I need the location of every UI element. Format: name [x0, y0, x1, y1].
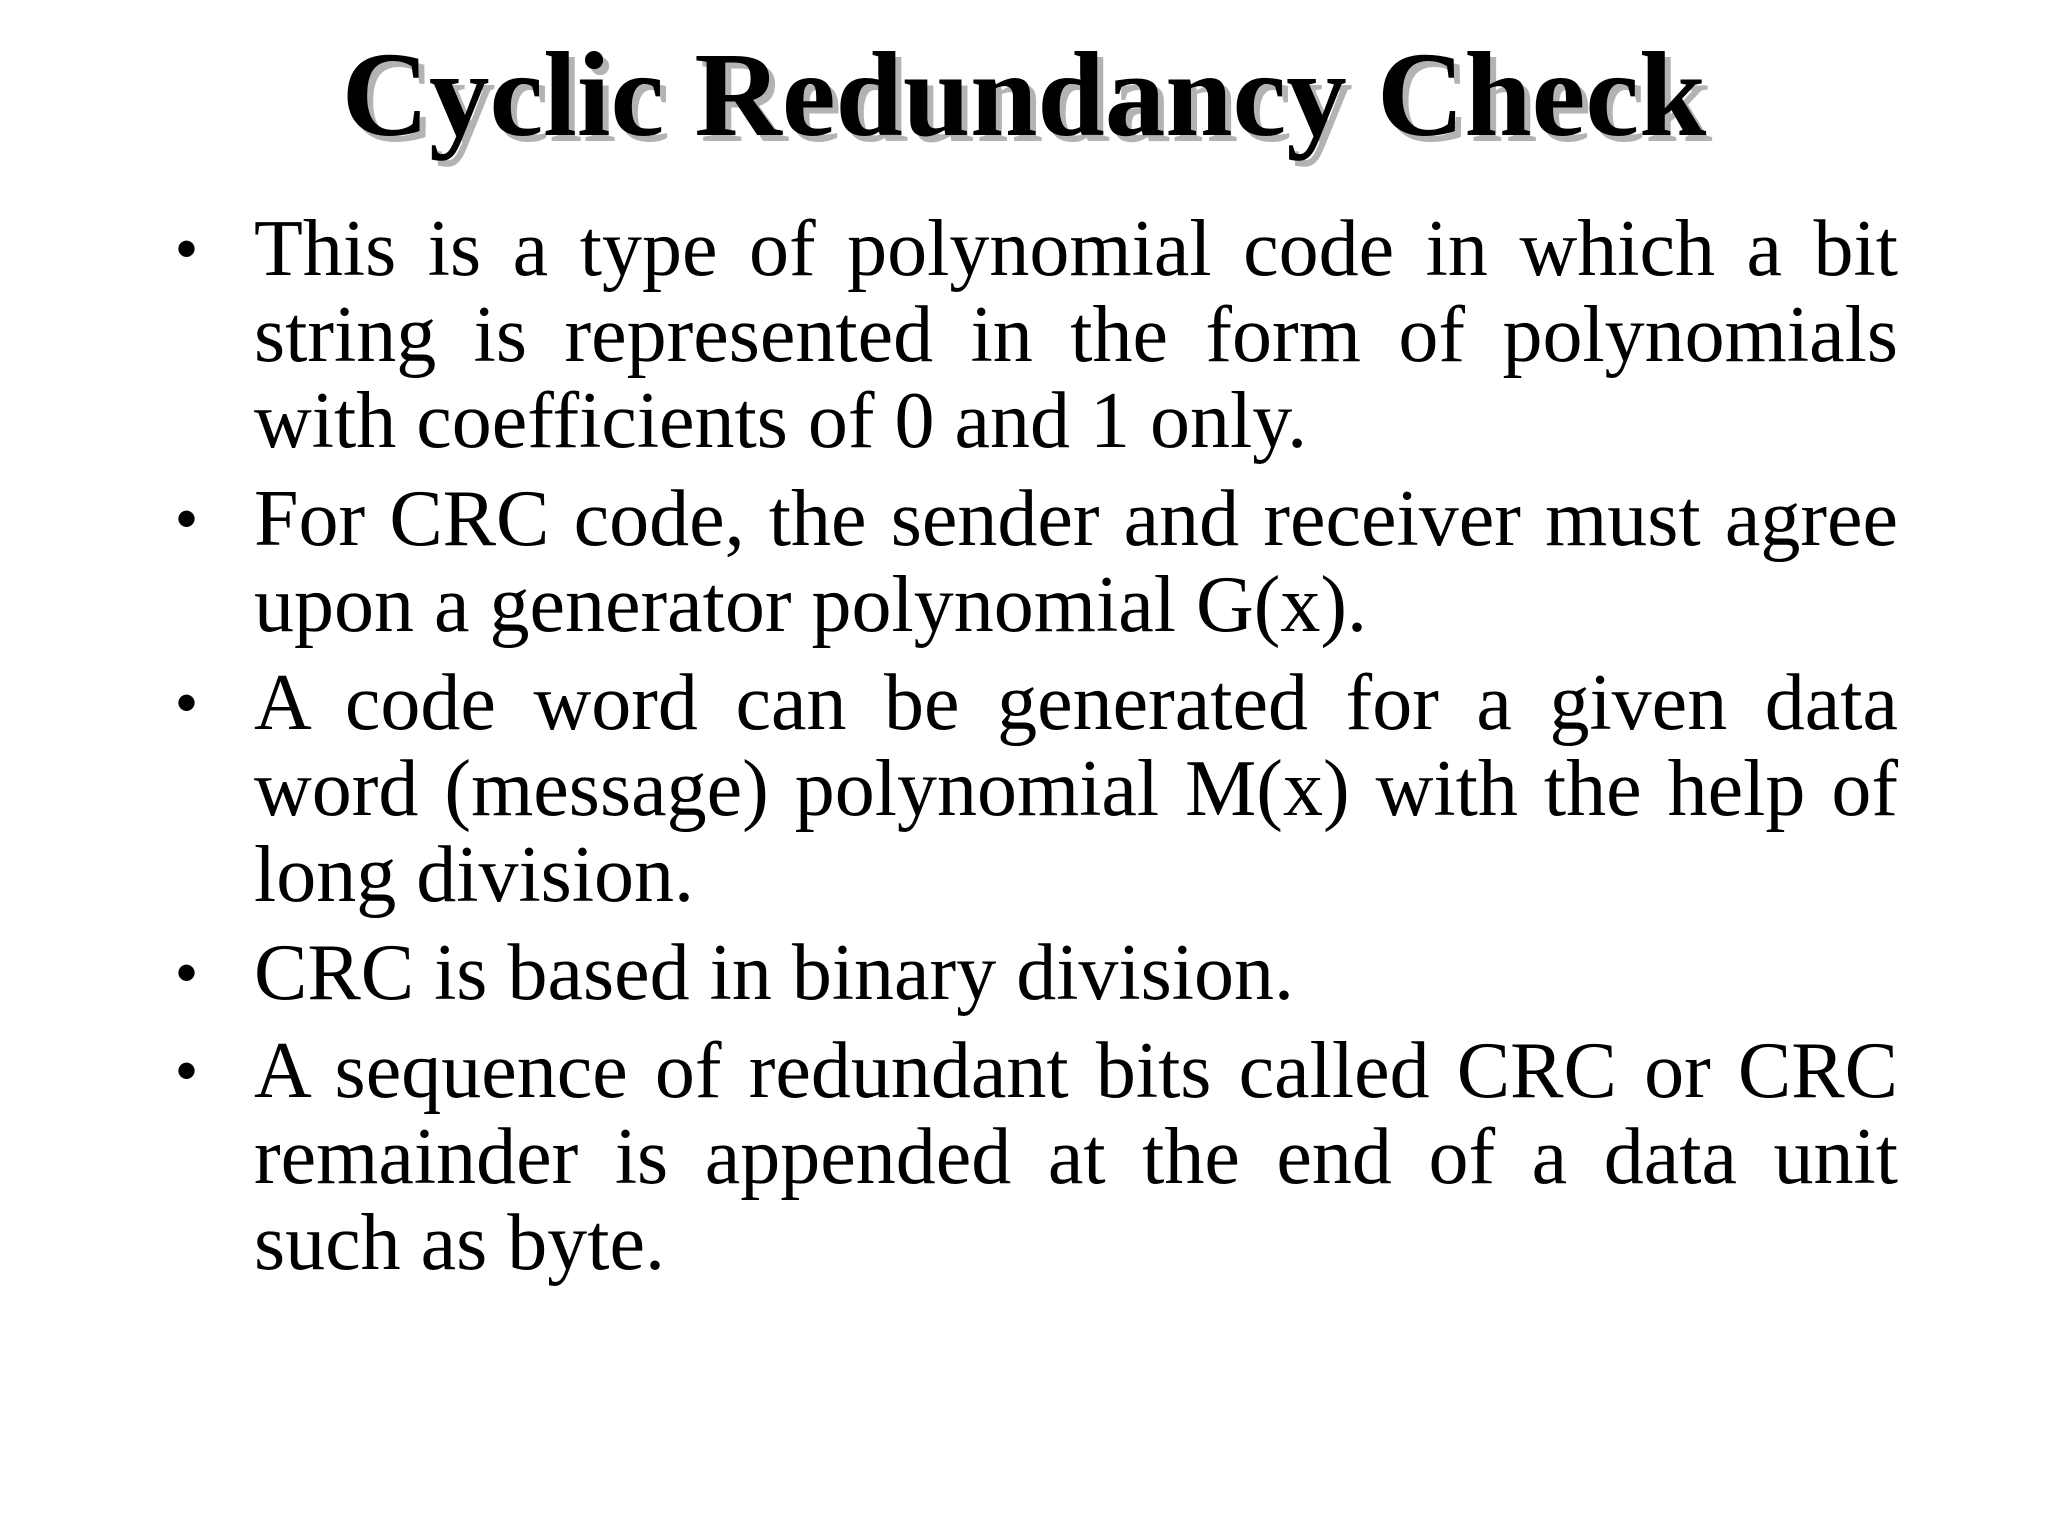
bullet-icon: • [176, 669, 198, 736]
bullet-text: A code word can be generated for a given data word (message) polynomial M(x) with the help of long division. [254, 659, 1898, 919]
bullet-text: For CRC code, the sender and receiver must agree upon a generator polynomial G(x). [254, 475, 1898, 649]
bullet-text: This is a type of polynomial code in which a bit string is represented in the form of polynomials with coefficients of 0 and 1 only. [254, 205, 1898, 465]
bullet-icon: • [176, 215, 198, 282]
bullet-icon: • [176, 939, 198, 1006]
bullet-text: CRC is based in binary division. [254, 929, 1294, 1017]
bullet-item-redundant-bits [170, 1028, 1898, 1286]
bullet-icon: • [176, 485, 198, 552]
bullet-item-code-word [170, 660, 1898, 918]
bullet-list [170, 206, 1898, 1298]
bullet-icon: • [176, 1037, 198, 1104]
bullet-item-generator-polynomial [170, 476, 1898, 648]
bullet-text: A sequence of redundant bits called CRC or CRC remainder is appended at the end of a data unit such as byte. [254, 1027, 1898, 1287]
slide-title: Cyclic Redundancy Check [341, 28, 1707, 162]
bullet-item-polynomial-code [170, 206, 1898, 464]
bullet-item-binary-division [170, 930, 1898, 1016]
